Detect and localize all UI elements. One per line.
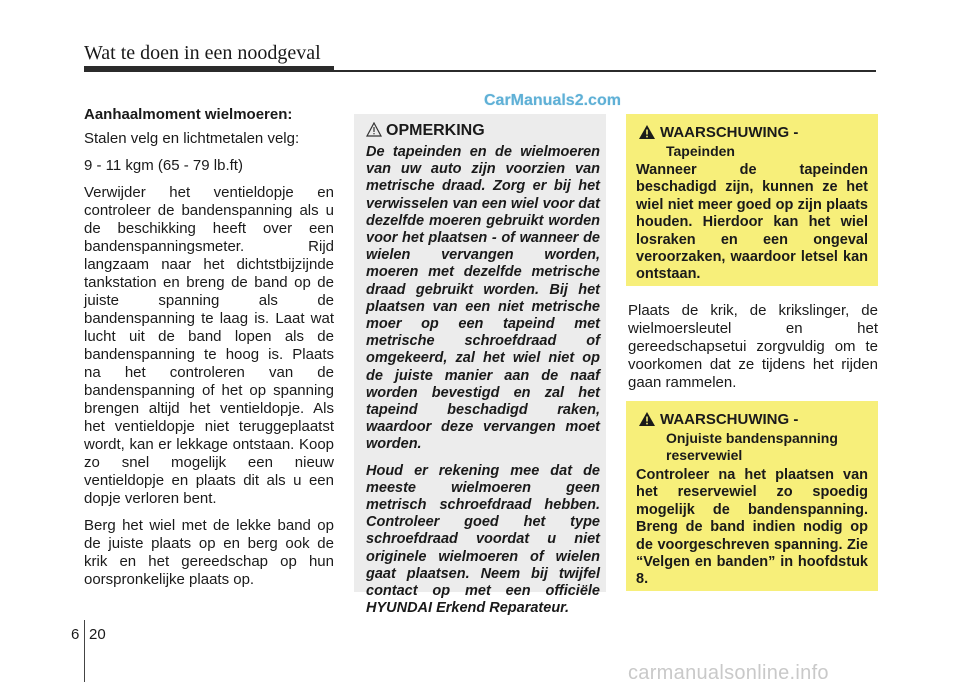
warning-subtitle: Tapeinden: [666, 143, 735, 159]
warning-triangle-icon: [638, 411, 660, 431]
warning-text: Wanneer de tapeinden beschadigd zijn, kunnen ze het wiel niet meer goed op zijn plaats houden. Hierdoor kan het wiel losraken en een ongeval veroorzaken, waardoor letsel kan ontstaan.: [636, 162, 868, 283]
warning-header: [638, 124, 798, 144]
note-paragraph-1: De tapeinden en de wielmoeren van uw auto zijn voorzien van metrische draad. Zorg er bij het verwisselen van een wiel voor dat dezelfde moeren gebruikt worden voor het plaatsen - of wanneer de wielen vervangen worden, moeren met dezelfde metrische draad gebruikt worden. Bij het plaatsen van een niet metrische moer op een tapeind met metrische schroefdraad of omgekeerd, zal het wiel niet op de juiste manier aan de naaf worden bevestigd en zal het tapeind beschadigd raken, waardoor deze vervangen moet worden.: [366, 144, 600, 453]
right-column-text: Plaats de krik, de krikslinger, de wielmoersleutel en het gereedschapsetui zorgvuldig om te voorkomen dat ze tijdens het rijden gaan rammelen.: [628, 302, 878, 391]
footer-divider: [84, 620, 85, 682]
left-paragraph-2: Berg het wiel met de lekke band op de juiste plaats op en berg ook de krik en het gereedschap op hun oorspronkelijke plaats op.: [84, 517, 334, 588]
left-column: [84, 106, 334, 598]
warning-title: WAARSCHUWING -: [660, 411, 799, 428]
note-header: [366, 122, 485, 142]
warning-triangle-icon: [638, 124, 660, 144]
watermark-bottom[interactable]: carmanualsonline.info: [628, 662, 829, 684]
warning-text: Controleer na het plaatsen van het reservewiel zo spoedig mogelijk de bandenspanning. Breng de band indien nodig op de voorgeschreven spanning. Zie “Velgen en banden” in hoofdstuk 8.: [636, 467, 868, 588]
warning-box-tire-pressure: [626, 401, 878, 591]
header-rule: [334, 70, 876, 72]
note-text: [366, 144, 600, 626]
warning-subtitle-2: reservewiel: [666, 447, 743, 463]
note-title: OPMERKING: [386, 122, 485, 139]
warning-title: WAARSCHUWING -: [660, 124, 799, 141]
warning-header: [638, 411, 798, 431]
watermark-top[interactable]: CarManuals2.com: [484, 92, 621, 109]
left-paragraph-1: Verwijder het ventieldopje en controleer de bandenspanning als u de beschikking heeft over een bandenspanningsmeter. Rijd langzaam naar het dichtstbijzijnde tankstation en breng de band op de juiste spanning als de bandenspanning te laag is. Laat wat lucht uit de band lopen als de bandenspanning te hoog is. Plaats na het controleren van de bandenspanning of het op spanning brengen altijd het ventieldopje. Als het ventieldopje niet teruggeplaatst wordt, kan er lekkage ontstaan. Koop zo snel mogelijk een nieuw ventieldopje en plaats dit als u een dopje verloren bent.: [84, 184, 334, 507]
warning-subtitle-1: Onjuiste bandenspanning: [666, 430, 838, 446]
note-paragraph-2: Houd er rekening mee dat de meeste wielmoeren geen metrisch schroefdraad hebben. Controleer goed het type schroefdraad voordat u niet originele wielmoeren of wielen gaat plaatsen. Neem bij twijfel contact op met een officiële HYUNDAI Erkend Reparateur.: [366, 462, 600, 617]
torque-line-2: 9 - 11 kgm (65 - 79 lb.ft): [84, 157, 243, 174]
note-box: [354, 114, 606, 617]
chapter-number: 6: [71, 626, 80, 643]
warning-box-wheel-studs: [626, 114, 878, 286]
caution-triangle-icon: [366, 122, 386, 142]
page-number: 20: [89, 626, 106, 643]
header-bar: [84, 66, 334, 72]
torque-line-1: Stalen velg en lichtmetalen velg:: [84, 130, 300, 147]
torque-heading: Aanhaalmoment wielmoeren:: [84, 106, 293, 123]
page-header-title: Wat te doen in een noodgeval: [84, 42, 321, 64]
